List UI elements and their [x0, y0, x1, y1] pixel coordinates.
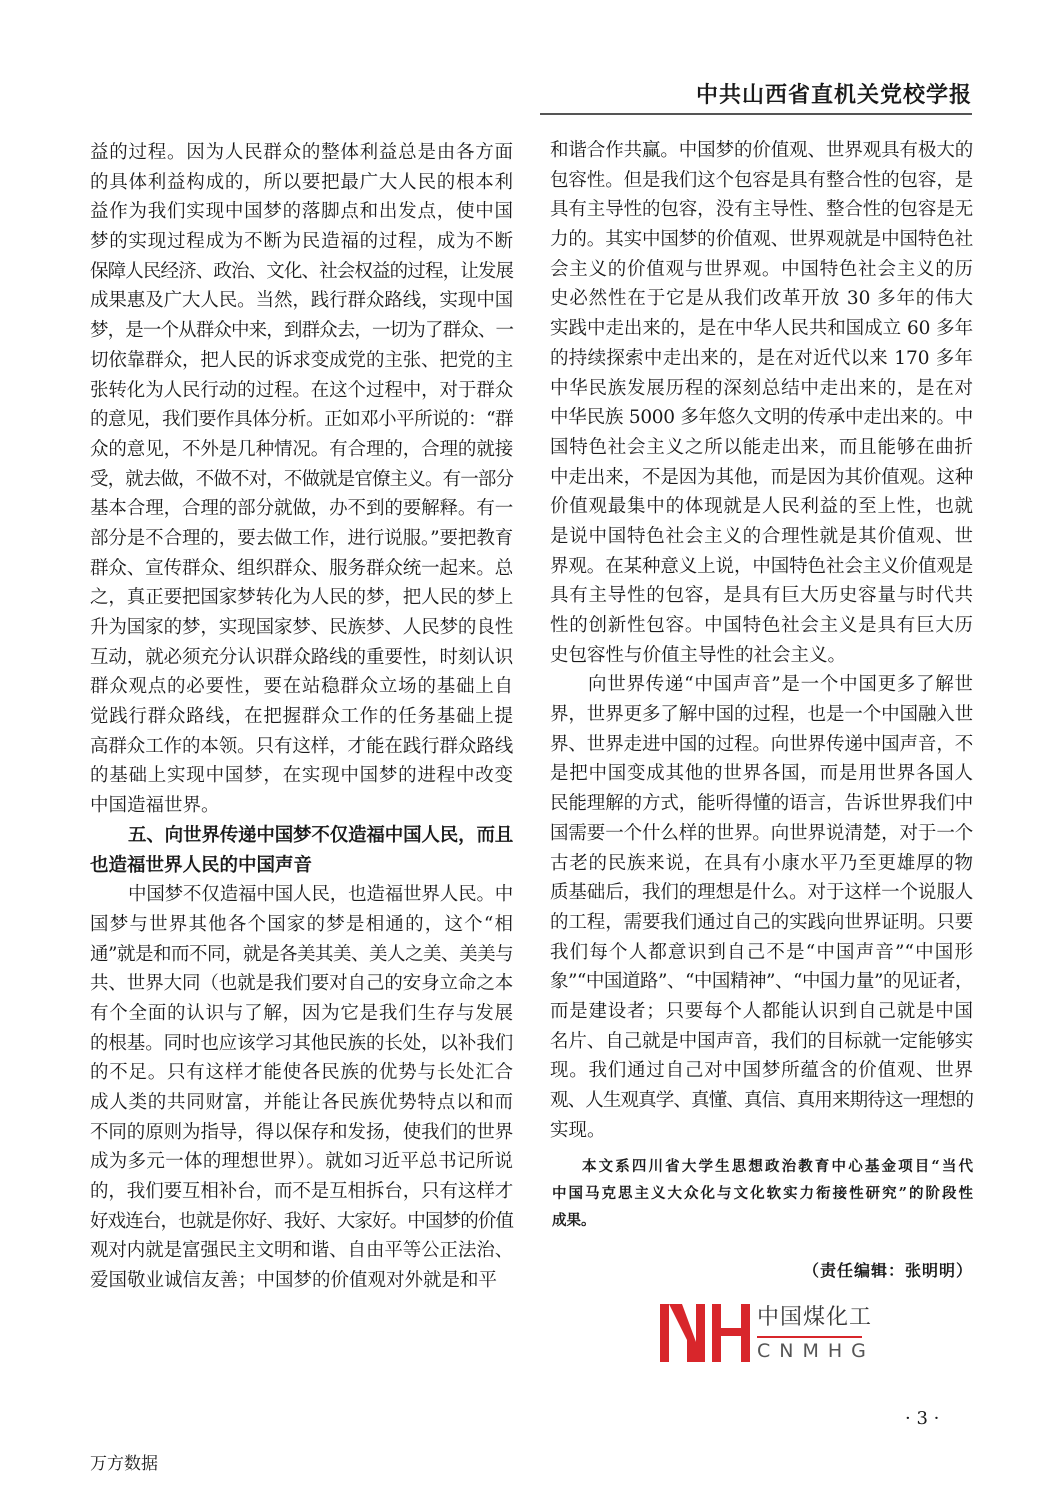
left-column [90, 138, 513, 1296]
text-line: 国特色社会主义之所以能走出来，而且能够在曲折 [550, 436, 973, 458]
text-line: 性的创新性包容。中国特色社会主义是具有巨大历 [550, 615, 973, 636]
text-line: 的基础上实现中国梦，在实现中国梦的进程中改变 [90, 765, 513, 787]
text-line: 象”“中国道路”、“中国精神”、“中国力量”的见证者， [550, 971, 973, 993]
text-line: 国需要一个什么样的世界。向世界说清楚，对于一个 [550, 822, 973, 844]
text-line: 本文系四川省大学生思想政治教育中心基金项目“当代 [582, 1158, 973, 1175]
text-line: 好戏连台，也就是你好、我好、大家好。中国梦的价值 [90, 1210, 513, 1232]
text-line: 观、人生观真学、真懂、真信、真用来期待这一理想的 [550, 1090, 973, 1111]
text-line: 众的意见，不外是几种情况。有合理的，合理的就接 [90, 438, 513, 460]
text-line: 群众、宣传群众、组织群众、服务群众统一起来。总 [90, 557, 513, 579]
text-line: 互动，就必须充分认识群众路线的重要性，时刻认识 [90, 646, 513, 668]
logo-rule [757, 1336, 862, 1338]
text-line: 群众观点的必要性，要在站稳群众立场的基础上自 [90, 676, 513, 698]
journal-title: 中共山西省直机关党校学报 [695, 82, 972, 108]
text-line: 史必然性在于它是从我们改革开放 30 多年的伟大 [550, 288, 973, 310]
text-line: 的，我们要互相补台，而不是互相拆台，只有这样才 [90, 1181, 513, 1203]
text-line: 是把中国变成其他的世界各国，而是用世界各国人 [550, 763, 973, 785]
text-line: 的意见，我们要作具体分析。正如邓小平所说的：“群 [90, 409, 513, 431]
text-line: 具有主导性的包容，是具有巨大历史容量与时代共 [550, 585, 973, 607]
header-rule [540, 113, 972, 115]
text-line: 包容性。但是我们这个包容是具有整合性的包容，是 [550, 169, 973, 191]
text-line: 而是建设者；只要每个人都能认识到自己就是中国 [550, 1000, 973, 1022]
text-line: 张转化为人民行动的过程。在这个过程中，对于群众 [90, 379, 513, 401]
text-line: 成果。 [552, 1212, 596, 1229]
text-line: 界，世界更多了解中国的过程，也是一个中国融入世 [550, 704, 973, 726]
text-line: 史包容性与价值主导性的社会主义。 [550, 644, 847, 666]
text-line: 实现。 [550, 1119, 606, 1141]
text-line: 和谐合作共赢。中国梦的价值观、世界观具有极大的 [550, 140, 973, 161]
text-line: 名片、自己就是中国声音，我们的目标就一定能够实 [550, 1030, 973, 1052]
text-line: 部分是不合理的，要去做工作，进行说服。”要把教育 [90, 527, 513, 549]
mh-logo-icon [660, 1302, 752, 1364]
text-line: 的具体利益构成的，所以要把最广大人民的根本利 [90, 171, 513, 193]
text-line: 国梦与世界其他各个国家的梦是相通的，这个“相 [90, 913, 513, 935]
cnmhg-logo [660, 1302, 875, 1364]
text-line: 爱国敬业诚信友善；中国梦的价值观对外就是和平 [90, 1270, 498, 1292]
text-line: 界、世界走进中国的过程。向世界传递中国声音，不 [550, 733, 973, 755]
text-line: 的工程，需要我们通过自己的实践向世界证明。只要 [550, 911, 973, 933]
text-line: 益的过程。因为人民群众的整体利益总是由各方面 [90, 142, 513, 163]
text-line: 共、世界大同（也就是我们要对自己的安身立命之本 [90, 973, 513, 995]
section-heading-line: 也造福世界人民的中国声音 [90, 854, 313, 876]
text-line: 的持续探索中走出来的，是在对近代以来 170 多年 [550, 347, 973, 369]
text-line: 升为国家的梦，实现国家梦、民族梦、人民梦的良性 [90, 617, 513, 638]
text-line: 中国马克思主义大众化与文化软实力衔接性研究”的阶段性 [552, 1185, 973, 1202]
source-watermark: 万方数据 [90, 1454, 158, 1474]
text-line: 是说中国特色社会主义的合理性就是其价值观、世 [550, 525, 973, 547]
text-line: 中国造福世界。 [90, 795, 220, 817]
text-line: 力的。其实中国梦的价值观、世界观就是中国特色社 [550, 229, 973, 251]
text-line: 益作为我们实现中国梦的落脚点和出发点，使中国 [90, 201, 513, 223]
text-line: 界观。在某种意义上说，中国特色社会主义价值观是 [550, 555, 973, 577]
text-line: 成果惠及广大人民。当然，践行群众路线，实现中国 [90, 290, 513, 312]
text-line: 之，真正要把国家梦转化为人民的梦，把人民的梦上 [90, 587, 513, 609]
text-line: 保障人民经济、政治、文化、社会权益的过程，让发展 [90, 260, 513, 282]
text-line: 向世界传递“中国声音”是一个中国更多了解世 [588, 674, 973, 696]
text-line: 价值观最集中的体现就是人民利益的至上性，也就 [550, 496, 973, 518]
text-line: 古老的民族来说，在具有小康水平乃至更雄厚的物 [550, 852, 973, 874]
text-line: 实践中走出来的，是在中华人民共和国成立 60 多年 [550, 318, 973, 340]
logo-english-text: CNMHG [757, 1340, 875, 1362]
text-line: 切依靠群众，把人民的诉求变成党的主张、把党的主 [90, 349, 513, 371]
text-line: 通”就是和而不同，就是各美其美、美人之美、美美与 [90, 943, 513, 965]
right-column [550, 136, 973, 1145]
text-line: 的不足。只有这样才能使各民族的优势与长处汇合 [90, 1062, 513, 1084]
text-line: 中华民族 5000 多年悠久文明的传承中走出来的。中 [550, 407, 973, 429]
text-line: 基本合理，合理的部分就做，办不到的要解释。有一 [90, 498, 513, 520]
text-line: 现。我们通过自己对中国梦所蕴含的价值观、世界 [550, 1060, 973, 1082]
text-line: 梦，是一个从群众中来，到群众去，一切为了群众、一 [90, 320, 513, 342]
page-number: · 3 · [905, 1408, 940, 1429]
text-line: 中走出来，不是因为其他，而是因为其价值观。这种 [550, 466, 973, 488]
text-line: 成为多元一体的理想世界）。就如习近平总书记所说 [90, 1151, 513, 1173]
text-line: 质基础后，我们的理想是什么。对于这样一个说服人 [550, 882, 973, 904]
text-line: 我们每个人都意识到自己不是“中国声音”“中国形 [550, 941, 973, 963]
logo-chinese-text: 中国煤化工 [757, 1305, 873, 1330]
text-line: 中华民族发展历程的深刻总结中走出来的，是在对 [550, 377, 973, 399]
editor-credit: （责任编辑：张明明） [802, 1261, 973, 1280]
text-line: 觉践行群众路线，在把握群众工作的任务基础上提 [90, 706, 513, 728]
text-line: 会主义的价值观与世界观。中国特色社会主义的历 [550, 258, 973, 280]
text-line: 民能理解的方式，能听得懂的语言，告诉世界我们中 [550, 793, 973, 815]
text-line: 中国梦不仅造福中国人民，也造福世界人民。中 [128, 884, 513, 906]
section-heading-line: 五、向世界传递中国梦不仅造福中国人民，而且 [128, 824, 513, 846]
text-line: 观对内就是富强民主文明和谐、自由平等公正法治、 [90, 1240, 513, 1262]
text-line: 不同的原则为指导，得以保存和发扬，使我们的世界 [90, 1121, 513, 1143]
text-line: 高群众工作的本领。只有这样，才能在践行群众路线 [90, 735, 513, 757]
text-line: 梦的实现过程成为不断为民造福的过程，成为不断 [90, 231, 513, 253]
text-line: 的根基。同时也应该学习其他民族的长处，以补我们 [90, 1032, 513, 1054]
funding-note [552, 1153, 973, 1234]
text-line: 有个全面的认识与了解，因为它是我们生存与发展 [90, 1002, 513, 1024]
text-line: 具有主导性的包容，没有主导性、整合性的包容是无 [550, 199, 973, 221]
text-line: 受，就去做，不做不对，不做就是官僚主义。有一部分 [90, 468, 513, 490]
text-line: 成人类的共同财富，并能让各民族优势特点以和而 [90, 1092, 513, 1113]
